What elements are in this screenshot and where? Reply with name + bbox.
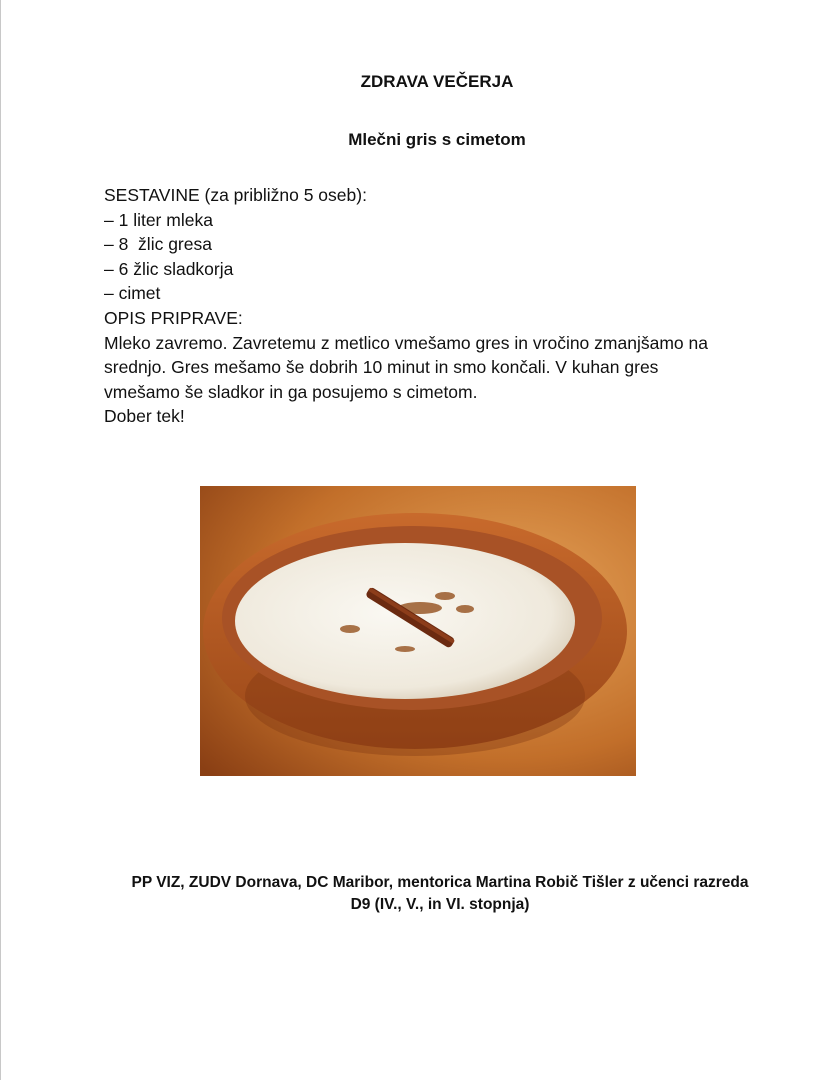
- footer-credits: [80, 872, 800, 916]
- recipe-title: Mlečni gris s cimetom: [348, 130, 526, 149]
- page-title: ZDRAVA VEČERJA: [360, 72, 514, 91]
- footer-line: PP VIZ, ZUDV Dornava, DC Maribor, mentorica Martina Robič Tišler z učenci razreda: [131, 874, 749, 891]
- ingredients-heading: SESTAVINE (za približno 5 oseb):: [104, 185, 367, 205]
- ingredient-item: – 8 žlic gresa: [104, 234, 212, 255]
- preparation-line: vmešamo še sladkor in ga posujemo s cimetom.: [104, 381, 478, 402]
- ingredient-item: – cimet: [104, 283, 161, 304]
- preparation-line: srednjo. Gres mešamo še dobrih 10 minut in smo končali. V kuhan gres: [104, 357, 659, 378]
- ingredient-item: – 1 liter mleka: [104, 209, 213, 230]
- ingredient-item: – 6 žlic sladkorja: [104, 258, 234, 279]
- footer-line: D9 (IV., V., in VI. stopnja): [350, 896, 530, 913]
- recipe-body: [104, 183, 764, 429]
- recipe-photo: [200, 486, 636, 776]
- closing-line: Dober tek!: [104, 406, 185, 427]
- preparation-line: Mleko zavremo. Zavretemu z metlico vmešamo gres in vročino zmanjšamo na: [104, 332, 708, 353]
- page-left-border: [0, 0, 1, 1080]
- preparation-heading: OPIS PRIPRAVE:: [104, 307, 243, 328]
